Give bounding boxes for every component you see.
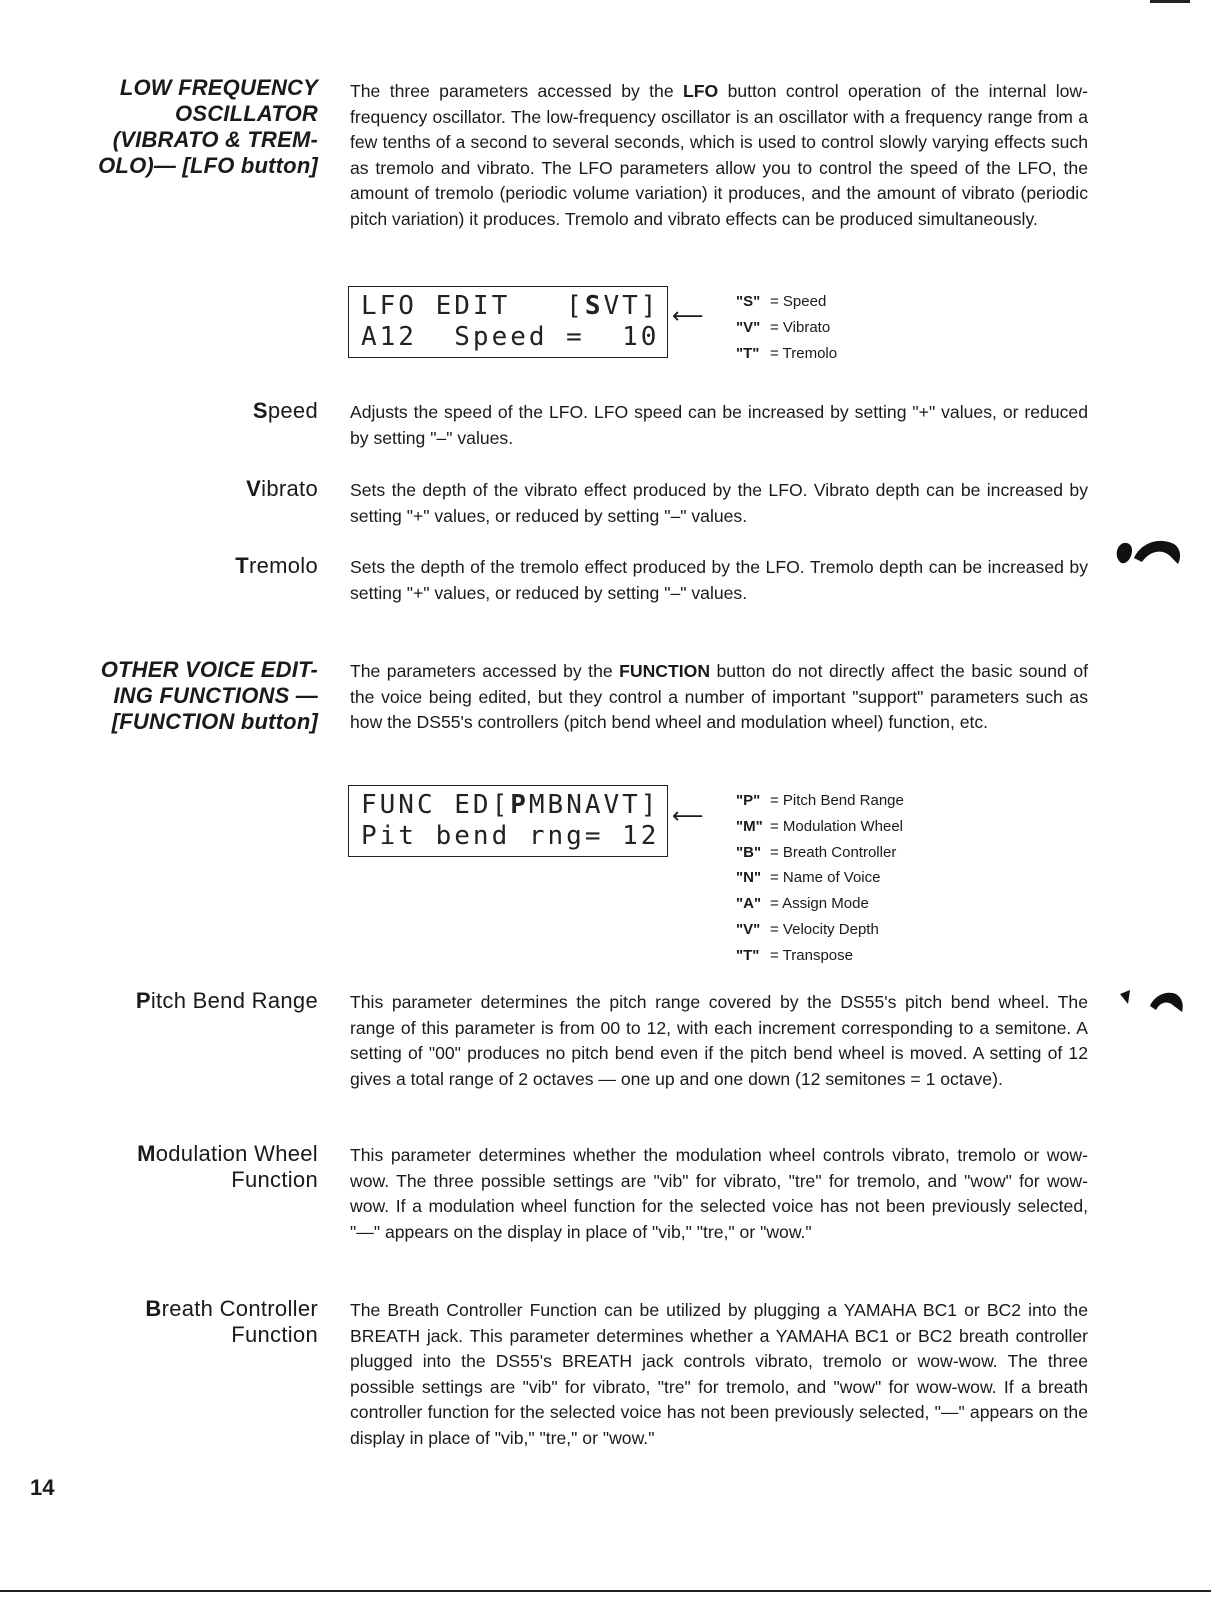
display-text: LFO EDIT [ [361, 291, 585, 321]
lfo-section-heading [98, 75, 318, 179]
modulation-wheel-description: This parameter determines whether the modulation wheel controls vibrato, tremolo or wow-wow. The three possible settings are "vib" for vibrato, "tre" for tremolo, and "wow" for wow-wow. If a modulation wheel function for the selected voice has not been previously selected, "—" appears on the display in place of "vib," "tre," or "wow." [350, 1145, 1088, 1242]
speed-label [253, 398, 318, 424]
display-line-1 [361, 790, 659, 821]
heading-line: OSCILLATOR [175, 101, 318, 126]
pitch-bend-range-description: This parameter determines the pitch range covered by the DS55's pitch bend wheel. The range of this parameter is from 00 to 12, with each increment corresponding to a semitone. A setting of "00" produces no pitch bend even if the pitch bend wheel is moved. A setting of 12 gives a total range of 2 octaves — one up and one down (12 semitones = 1 octave). [350, 992, 1088, 1089]
legend-row [736, 788, 904, 814]
pitch-bend-range-label [136, 988, 318, 1014]
legend-row [736, 943, 904, 969]
legend-value: = Transpose [770, 946, 853, 964]
function-legend [736, 788, 904, 969]
legend-row [736, 315, 837, 341]
legend-row [736, 891, 904, 917]
tremolo-description: Sets the depth of the tremolo effect produced by the LFO. Tremolo depth can be increased by setting "+" values, or reduced by setting "–" values. [350, 557, 1088, 603]
legend-value: = Breath Controller [770, 843, 897, 861]
label-initial: M [137, 1141, 156, 1166]
lfo-intro-paragraph [350, 79, 1088, 232]
legend-key: "M" [736, 817, 763, 835]
function-edit-display [348, 785, 668, 857]
function-section-heading [101, 657, 318, 735]
heading-line: OLO)— [LFO button] [98, 153, 318, 178]
legend-key: "N" [736, 869, 762, 887]
bottom-rule [0, 1590, 1211, 1592]
legend-value: = Tremolo [770, 344, 838, 362]
lfo-intro-text: button control operation of the internal low-frequency oscillator. The low-frequency oscillator is an oscillator with a frequency range from a few tenths of a second to several seconds, which is used to control slowly varying effects such as tremolo and vibrato. The LFO parameters allow you to control the speed of the LFO, the amount of tremolo (periodic volume variation) it produces, and the amount of vibrato (periodic pitch variation) it produces. Tremolo and vibrato effects can be produced simultaneously. [350, 81, 1088, 229]
display-cursor-letter: S [584, 291, 604, 321]
label-initial: P [135, 988, 151, 1013]
legend-row [736, 865, 904, 891]
vibrato-description: Sets the depth of the vibrato effect produced by the LFO. Vibrato depth can be increased by setting "+" values, or reduced by setting "–" values. [350, 480, 1088, 526]
binder-hole-mark [1116, 984, 1188, 1020]
display-line-2: A12 Speed = 10 [361, 322, 660, 352]
label-initial: B [145, 1296, 162, 1321]
top-rule [1150, 0, 1190, 3]
legend-value: = Modulation Wheel [770, 817, 903, 835]
label-rest: ibrato [261, 476, 318, 501]
label-line [145, 1296, 318, 1322]
legend-row [736, 814, 904, 840]
legend-value: = Assign Mode [770, 895, 869, 913]
modulation-wheel-label [137, 1141, 318, 1193]
label-line [137, 1141, 318, 1167]
legend-key: "T" [736, 946, 760, 964]
legend-key: "T" [736, 344, 760, 362]
binder-hole-mark [1112, 534, 1184, 574]
lfo-edit-display [348, 286, 668, 358]
legend-key: "B" [736, 843, 762, 861]
label-initial: T [235, 553, 249, 578]
legend-value: = Velocity Depth [770, 920, 879, 938]
legend-row [736, 840, 904, 866]
display-text: MBNAVT] [528, 790, 660, 820]
label-rest: remolo [248, 553, 318, 578]
label-rest: odulation Wheel [155, 1141, 318, 1166]
heading-line: OTHER VOICE EDIT- [100, 657, 318, 682]
tremolo-label [235, 553, 318, 579]
left-arrow-icon: ⟵ [672, 303, 704, 328]
function-intro-paragraph [350, 659, 1088, 736]
label-rest: reath Controller [161, 1296, 318, 1321]
function-intro-text: The parameters accessed by the [350, 661, 620, 681]
lfo-intro-text: The three parameters accessed by the [350, 81, 684, 101]
display-cursor-letter: P [510, 790, 529, 820]
breath-controller-label [145, 1296, 318, 1348]
vibrato-label [246, 476, 318, 502]
left-arrow-icon: ⟵ [672, 803, 704, 828]
display-line-1 [361, 291, 659, 322]
function-button-name: FUNCTION [619, 661, 711, 681]
display-text: VT] [603, 291, 660, 321]
label-initial: S [252, 398, 268, 423]
legend-row [736, 917, 904, 943]
label-line: Function [231, 1322, 318, 1347]
legend-value: = Vibrato [770, 318, 831, 336]
label-line: Function [231, 1167, 318, 1192]
legend-key: "A" [736, 895, 762, 913]
legend-value: = Pitch Bend Range [770, 792, 904, 809]
legend-key: "S" [736, 293, 761, 310]
lfo-button-name: LFO [683, 81, 719, 101]
heading-line: ING FUNCTIONS — [113, 683, 318, 708]
legend-row [736, 289, 837, 315]
legend-key: "V" [736, 920, 761, 938]
label-rest: itch Bend Range [150, 988, 318, 1013]
label-rest: peed [267, 398, 318, 423]
page-number: 14 [30, 1475, 55, 1500]
heading-line: (VIBRATO & TREM- [112, 127, 318, 152]
label-initial: V [246, 476, 262, 501]
speed-description: Adjusts the speed of the LFO. LFO speed can be increased by setting "+" values, or reduced by setting "–" values. [350, 402, 1088, 448]
legend-row [736, 341, 837, 367]
legend-value: = Name of Voice [770, 869, 881, 887]
legend-key: "V" [736, 318, 761, 336]
breath-controller-description: The Breath Controller Function can be utilized by plugging a YAMAHA BC1 or BC2 into the BREATH jack. This parameter determines whether a YAMAHA BC1 or BC2 breath controller plugged into the DS55's BREATH jack controls vibrato, tremolo or wow-wow. The three possible settings are "vib" for vibrato, "tre" for tremolo, and "wow" for wow-wow. If a breath controller function for the selected voice has not been previously selected, "—" appears on the display in place of "vib," "tre," or "wow." [350, 1300, 1088, 1448]
display-line-2: Pit bend rng= 12 [361, 821, 660, 851]
heading-line: [FUNCTION button] [111, 709, 318, 734]
legend-value: = Speed [770, 293, 827, 310]
lfo-legend [736, 289, 837, 366]
function-intro-text: button do not directly affect the basic sound of the voice being edited, but they control a number of important "support" parameters such as how the DS55's controllers (pitch bend wheel and modulation wheel) function, etc. [350, 661, 1089, 732]
display-text: FUNC ED[ [361, 790, 511, 820]
heading-line: LOW FREQUENCY [119, 75, 318, 100]
legend-key: "P" [736, 792, 761, 809]
